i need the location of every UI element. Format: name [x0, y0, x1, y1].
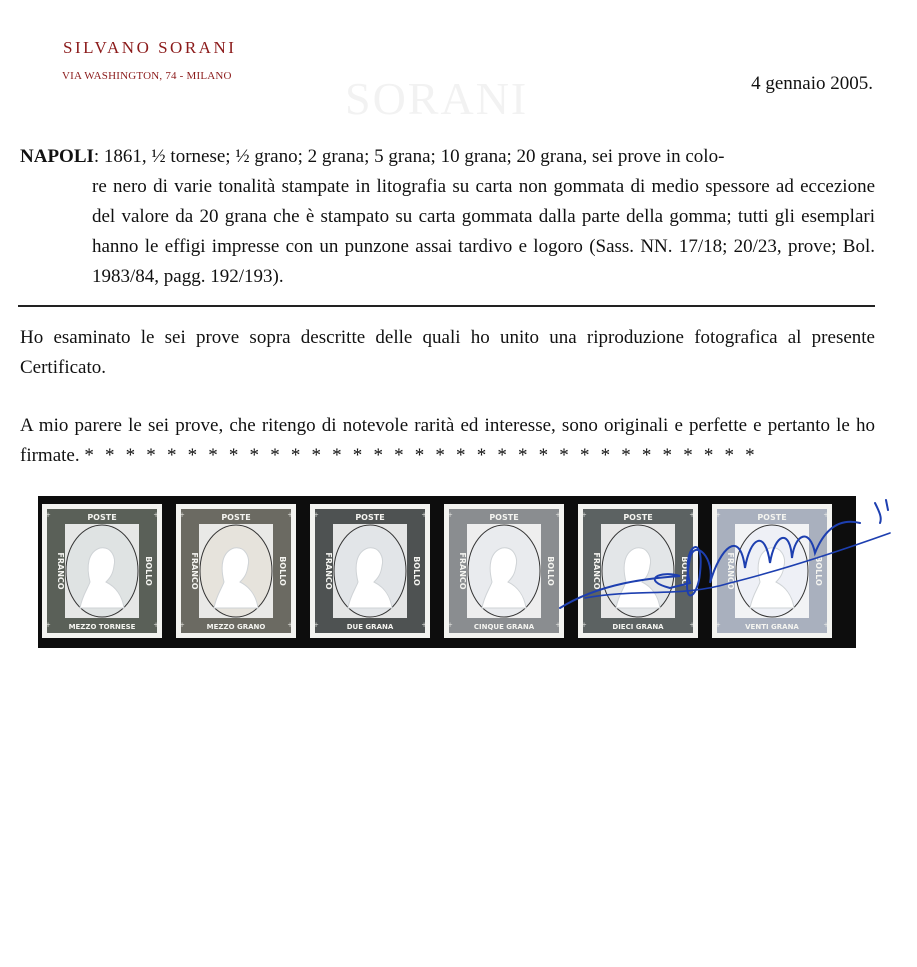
- corner-cross-icon: +: [179, 510, 185, 520]
- corner-cross-icon: +: [447, 620, 453, 630]
- corner-cross-icon: +: [715, 620, 721, 630]
- stamp-value-label: DIECI GRANA: [612, 623, 664, 631]
- stamp-left-label: FRANCO: [726, 552, 735, 590]
- description-first-line: [20, 142, 875, 172]
- stamp-right-label: BOLLO: [814, 556, 823, 586]
- corner-cross-icon: +: [555, 620, 561, 630]
- stamp-proof: [42, 504, 162, 638]
- corner-cross-icon: +: [287, 510, 293, 520]
- stamp-value-label: VENTI GRANA: [745, 623, 799, 631]
- star-row: * * * * * * * * * * * * * * * * * * * * * * * * * * * * * * * * *: [84, 445, 758, 466]
- stamp-left-label: FRANCO: [190, 552, 199, 590]
- letterhead-name: SILVANO SORANI: [63, 38, 237, 57]
- corner-cross-icon: +: [555, 510, 561, 520]
- corner-cross-icon: +: [689, 510, 695, 520]
- stamp-left-label: FRANCO: [458, 552, 467, 590]
- corner-cross-icon: +: [581, 510, 587, 520]
- corner-cross-icon: +: [421, 620, 427, 630]
- certificate-date: 4 gennaio 2005.: [751, 73, 873, 94]
- corner-cross-icon: +: [581, 620, 587, 630]
- corner-cross-icon: +: [153, 620, 159, 630]
- stamp-right-label: BOLLO: [412, 556, 421, 586]
- corner-cross-icon: +: [287, 620, 293, 630]
- stamp-left-label: FRANCO: [592, 552, 601, 590]
- description-line1: : 1861, ½ tornese; ½ grano; 2 grana; 5 grana; 10 grana; 20 grana, sei prove in colo-: [93, 146, 725, 167]
- stamp-value-label: DUE GRANA: [346, 623, 394, 631]
- stamp-top-label: POSTE: [355, 513, 385, 522]
- stamp-top-label: POSTE: [757, 513, 787, 522]
- opinion-paragraph: [20, 411, 875, 471]
- stamp-value-label: MEZZO GRANO: [206, 623, 266, 631]
- corner-cross-icon: +: [823, 510, 829, 520]
- stamp-right-label: BOLLO: [680, 556, 689, 586]
- corner-cross-icon: +: [45, 510, 51, 520]
- corner-cross-icon: +: [153, 510, 159, 520]
- stamp-value-label: MEZZO TORNESE: [68, 623, 136, 631]
- stamp-top-label: POSTE: [87, 513, 117, 522]
- stamp-top-label: POSTE: [623, 513, 653, 522]
- stamp-proof: [176, 504, 296, 638]
- description-lead: NAPOLI: [20, 146, 94, 167]
- stamp-left-label: FRANCO: [56, 552, 65, 590]
- description-body: re nero di varie tonalità stampate in litografia su carta non gommata di medio spessore ad eccezione del valore da 20 grana che è stampato su carta gommata dalla parte della gomma; tutti gli esemplari hanno le effigi impresse con un punzone assai tardivo e logoro (Sass. NN. 17/18; 20/23, prove; Bol. 1983/84, pagg. 192/193).: [92, 176, 875, 287]
- corner-cross-icon: +: [313, 510, 319, 520]
- corner-cross-icon: +: [689, 620, 695, 630]
- corner-cross-icon: +: [313, 620, 319, 630]
- stamp-right-label: BOLLO: [278, 556, 287, 586]
- opinion-text: A mio parere le sei prove, che ritengo di notevole rarità ed interesse, sono originali e perfette e pertanto le ho firmate.: [20, 415, 875, 466]
- stamp-proof: [310, 504, 430, 638]
- stamp-right-label: BOLLO: [144, 556, 153, 586]
- stamp-top-label: POSTE: [221, 513, 251, 522]
- letterhead-address: VIA WASHINGTON, 74 - MILANO: [62, 70, 232, 82]
- corner-cross-icon: +: [447, 510, 453, 520]
- examination-paragraph: Ho esaminato le sei prove sopra descritte delle quali ho unito una riproduzione fotografica al presente Certificato.: [20, 327, 875, 378]
- section-divider: [18, 305, 875, 307]
- corner-cross-icon: +: [421, 510, 427, 520]
- stamp-left-label: FRANCO: [324, 552, 333, 590]
- letterhead-watermark: SORANI: [345, 73, 529, 124]
- corner-cross-icon: +: [45, 620, 51, 630]
- stamp-right-label: BOLLO: [546, 556, 555, 586]
- corner-cross-icon: +: [715, 510, 721, 520]
- stamp-description: [20, 142, 875, 292]
- stamp-top-label: POSTE: [489, 513, 519, 522]
- stamp-value-label: CINQUE GRANA: [473, 623, 535, 631]
- corner-cross-icon: +: [179, 620, 185, 630]
- signature-icon: [530, 488, 917, 628]
- corner-cross-icon: +: [823, 620, 829, 630]
